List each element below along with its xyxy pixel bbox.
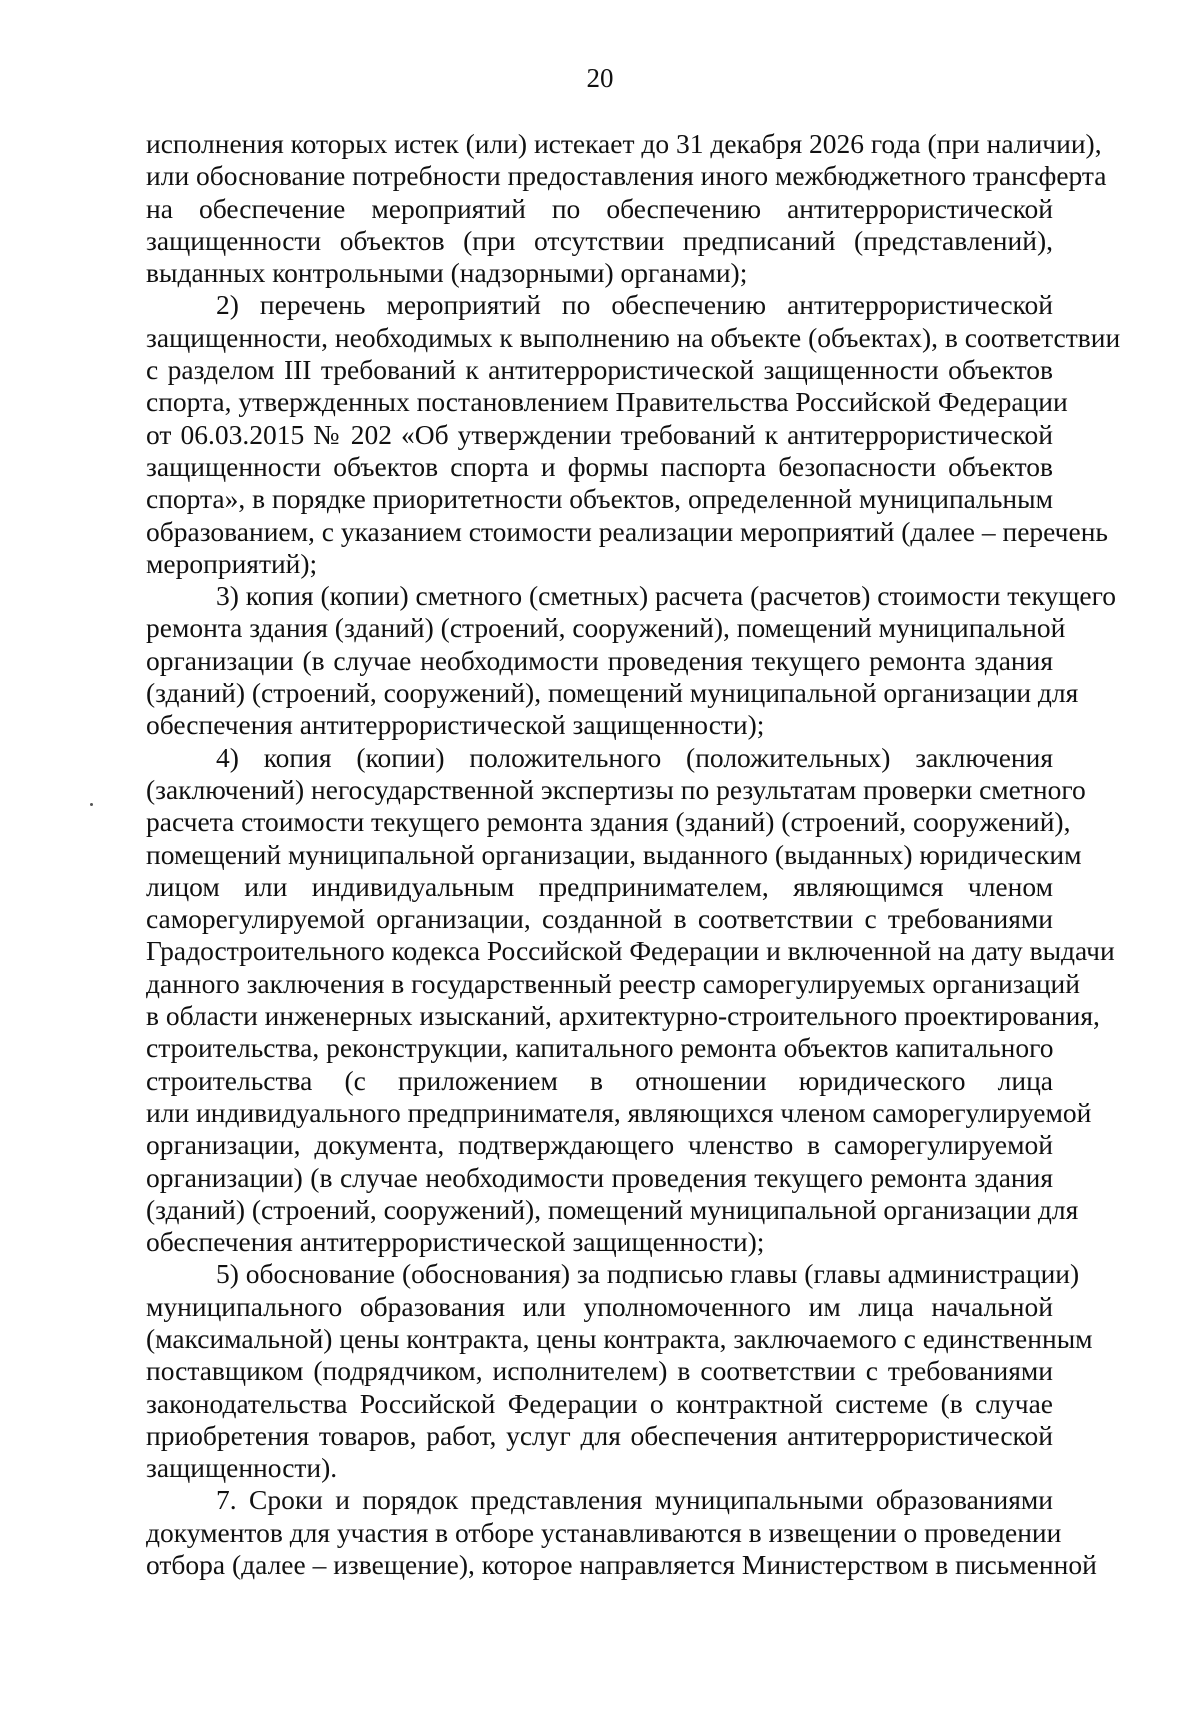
text-line: обеспечения антитеррористической защищенности); <box>146 709 765 741</box>
text-line: организации, документа, подтверждающего членство в саморегулируемой <box>146 1129 1053 1161</box>
text-line: исполнения которых истек (или) истекает до 31 декабря 2026 года (при наличии), <box>146 128 1102 159</box>
text-line: образованием, с указанием стоимости реализации мероприятий (далее – перечень <box>146 515 1108 547</box>
text-line: защищенности объектов (при отсутствии предписаний (представлений), <box>146 224 1053 256</box>
text-line: защищенности объектов спорта и формы паспорта безопасности объектов <box>146 450 1053 482</box>
text-line: или обоснование потребности предоставления иного межбюджетного трансферта <box>146 160 1107 192</box>
text-line: спорта, утвержденных постановлением Правительства Российской Федерации <box>146 386 1068 418</box>
text-line: защищенности). <box>146 1452 338 1484</box>
text-line: 3) копия (копии) сметного (сметных) расчета (расчетов) стоимости текущего <box>216 580 1116 612</box>
text-line: (максимальной) цены контракта, цены контракта, заключаемого с единственным <box>146 1322 1093 1354</box>
text-line: (зданий) (строений, сооружений), помещений муниципальной организации для <box>146 1193 1079 1225</box>
text-line: 2) перечень мероприятий по обеспечению антитеррористической <box>216 289 1053 321</box>
text-line: ремонта здания (зданий) (строений, сооружений), помещений муниципальной <box>146 612 1066 644</box>
text-line: документов для участия в отборе устанавливаются в извещении о проведении <box>146 1516 1062 1548</box>
text-line: от 06.03.2015 № 202 «Об утверждении требований к антитеррористической <box>146 418 1053 450</box>
text-line: 7. Сроки и порядок представления муниципальными образованиями <box>216 1484 1053 1516</box>
text-line: организации (в случае необходимости проведения текущего ремонта здания <box>146 644 1053 676</box>
scan-speck <box>90 803 93 806</box>
text-line: (зданий) (строений, сооружений), помещений муниципальной организации для <box>146 677 1079 709</box>
text-line: строительства, реконструкции, капитального ремонта объектов капитального <box>146 1032 1054 1064</box>
text-line: обеспечения антитеррористической защищенности); <box>146 1226 765 1258</box>
text-line: или индивидуального предпринимателя, являющихся членом саморегулируемой <box>146 1096 1092 1128</box>
text-line: Градостроительного кодекса Российской Федерации и включенной на дату выдачи <box>146 935 1115 967</box>
text-line: в области инженерных изысканий, архитектурно-строительного проектирования, <box>146 1000 1100 1032</box>
text-line: помещений муниципальной организации, выданного (выданных) юридическим <box>146 838 1082 870</box>
text-line: (заключений) негосударственной экспертизы по результатам проверки сметного <box>146 773 1086 805</box>
text-line: муниципального образования или уполномоченного им лица начальной <box>146 1290 1053 1322</box>
text-line: спорта», в порядке приоритетности объектов, определенной муниципальным <box>146 483 1053 515</box>
text-line: на обеспечение мероприятий по обеспечению антитеррористической <box>146 192 1053 224</box>
text-line: строительства (с приложением в отношении юридического лица <box>146 1064 1053 1096</box>
text-line: приобретения товаров, работ, услуг для обеспечения антитеррористической <box>146 1419 1053 1451</box>
page-number: 20 <box>586 63 614 93</box>
text-line: данного заключения в государственный реестр саморегулируемых организаций <box>146 967 1080 999</box>
text-line: с разделом III требований к антитеррористической защищенности объектов <box>146 354 1053 386</box>
text-line: 4) копия (копии) положительного (положительных) заключения <box>216 741 1053 773</box>
text-line: организации) (в случае необходимости проведения текущего ремонта здания <box>146 1161 1053 1193</box>
text-line: 5) обоснование (обоснования) за подписью главы (главы администрации) <box>216 1258 1080 1290</box>
text-line: защищенности, необходимых к выполнению на объекте (объектах), в соответствии <box>146 321 1121 353</box>
document-body <box>146 128 1121 1581</box>
text-line: выданных контрольными (надзорными) органами); <box>146 257 748 289</box>
text-line: саморегулируемой организации, созданной в соответствии с требованиями <box>146 903 1053 935</box>
text-line: поставщиком (подрядчиком, исполнителем) в соответствии с требованиями <box>146 1355 1053 1387</box>
text-line: расчета стоимости текущего ремонта здания (зданий) (строений, сооружений), <box>146 806 1071 838</box>
text-line: мероприятий); <box>146 547 318 579</box>
text-line: отбора (далее – извещение), которое направляется Министерством в письменной <box>146 1549 1097 1581</box>
text-line: лицом или индивидуальным предпринимателем, являющимся членом <box>146 870 1053 902</box>
text-line: законодательства Российской Федерации о контрактной системе (в случае <box>146 1387 1053 1419</box>
